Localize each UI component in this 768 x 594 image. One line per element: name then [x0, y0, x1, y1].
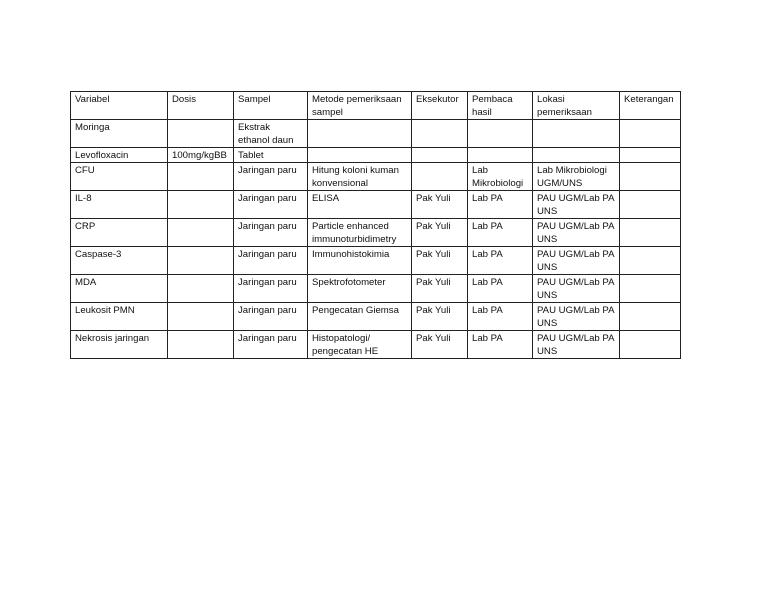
table-cell: IL-8 — [71, 191, 168, 219]
table-row — [71, 191, 681, 219]
table-cell: MDA — [71, 275, 168, 303]
table-cell — [620, 219, 681, 247]
table-cell — [308, 148, 412, 163]
table-cell — [168, 163, 234, 191]
table-cell: Lab PA — [468, 331, 533, 359]
table-cell: Pengecatan Giemsa — [308, 303, 412, 331]
table-cell: Pak Yuli — [412, 331, 468, 359]
table-cell: Ekstrak ethanol daun — [234, 120, 308, 148]
table-cell — [533, 120, 620, 148]
table-cell: PAU UGM/Lab PA UNS — [533, 219, 620, 247]
table-cell — [168, 120, 234, 148]
table-cell: Lab PA — [468, 247, 533, 275]
table-cell: Lab PA — [468, 303, 533, 331]
table-cell: Jaringan paru — [234, 331, 308, 359]
table-cell — [620, 148, 681, 163]
header-cell: Dosis — [168, 92, 234, 120]
table-cell: Leukosit PMN — [71, 303, 168, 331]
table-cell — [168, 247, 234, 275]
table-cell: PAU UGM/Lab PA UNS — [533, 275, 620, 303]
table-cell — [168, 303, 234, 331]
table-row — [71, 163, 681, 191]
table-cell: Jaringan paru — [234, 191, 308, 219]
table-cell — [168, 331, 234, 359]
table-cell — [168, 219, 234, 247]
table-cell: Lab Mikrobiologi UGM/UNS — [533, 163, 620, 191]
table-row — [71, 247, 681, 275]
table-cell: PAU UGM/Lab PA UNS — [533, 331, 620, 359]
table-cell — [412, 163, 468, 191]
table-cell: Pak Yuli — [412, 275, 468, 303]
table-cell — [620, 191, 681, 219]
header-cell: Lokasi pemeriksaan — [533, 92, 620, 120]
table-cell: Hitung koloni kuman konvensional — [308, 163, 412, 191]
table-row — [71, 331, 681, 359]
table-cell: Lab PA — [468, 275, 533, 303]
table-cell — [308, 120, 412, 148]
table-cell: Immunohistokimia — [308, 247, 412, 275]
table-cell: Jaringan paru — [234, 275, 308, 303]
table-header-row — [71, 92, 681, 120]
table-cell: Pak Yuli — [412, 303, 468, 331]
table-cell: CRP — [71, 219, 168, 247]
table-cell — [620, 247, 681, 275]
header-cell: Pembaca hasil — [468, 92, 533, 120]
table-cell: Jaringan paru — [234, 163, 308, 191]
table-cell — [533, 148, 620, 163]
table-cell: Pak Yuli — [412, 247, 468, 275]
table-cell — [468, 148, 533, 163]
header-cell: Variabel — [71, 92, 168, 120]
header-cell: Keterangan — [620, 92, 681, 120]
table-cell: Lab PA — [468, 219, 533, 247]
table-cell — [620, 120, 681, 148]
table-cell — [412, 120, 468, 148]
table-cell: Tablet — [234, 148, 308, 163]
table-cell — [620, 331, 681, 359]
table-row — [71, 120, 681, 148]
table-row — [71, 303, 681, 331]
table-cell — [620, 275, 681, 303]
table-cell: Nekrosis jaringan — [71, 331, 168, 359]
table-cell: Caspase-3 — [71, 247, 168, 275]
table-cell: PAU UGM/Lab PA UNS — [533, 247, 620, 275]
header-cell: Metode pemeriksaan sampel — [308, 92, 412, 120]
table-cell: Spektrofotometer — [308, 275, 412, 303]
table-cell: Jaringan paru — [234, 219, 308, 247]
table-cell: 100mg/kgBB — [168, 148, 234, 163]
table-cell — [620, 163, 681, 191]
table-cell: Levofloxacin — [71, 148, 168, 163]
table-cell — [620, 303, 681, 331]
table-cell: PAU UGM/Lab PA UNS — [533, 303, 620, 331]
table-cell: Jaringan paru — [234, 247, 308, 275]
header-cell: Sampel — [234, 92, 308, 120]
table-cell — [412, 148, 468, 163]
table-cell: ELISA — [308, 191, 412, 219]
table-cell — [168, 191, 234, 219]
research-variables-table — [70, 91, 681, 359]
table-cell: Lab PA — [468, 191, 533, 219]
table-row — [71, 219, 681, 247]
table-cell: Lab Mikrobiologi — [468, 163, 533, 191]
table-cell: PAU UGM/Lab PA UNS — [533, 191, 620, 219]
table-cell: CFU — [71, 163, 168, 191]
header-cell: Eksekutor — [412, 92, 468, 120]
table-row — [71, 148, 681, 163]
table-cell: Particle enhanced immunoturbidimetry — [308, 219, 412, 247]
table-cell: Histopatologi/ pengecatan HE — [308, 331, 412, 359]
table-cell — [468, 120, 533, 148]
table-cell: Moringa — [71, 120, 168, 148]
table-cell: Jaringan paru — [234, 303, 308, 331]
table-cell: Pak Yuli — [412, 219, 468, 247]
table-cell — [168, 275, 234, 303]
table-cell: Pak Yuli — [412, 191, 468, 219]
table-row — [71, 275, 681, 303]
